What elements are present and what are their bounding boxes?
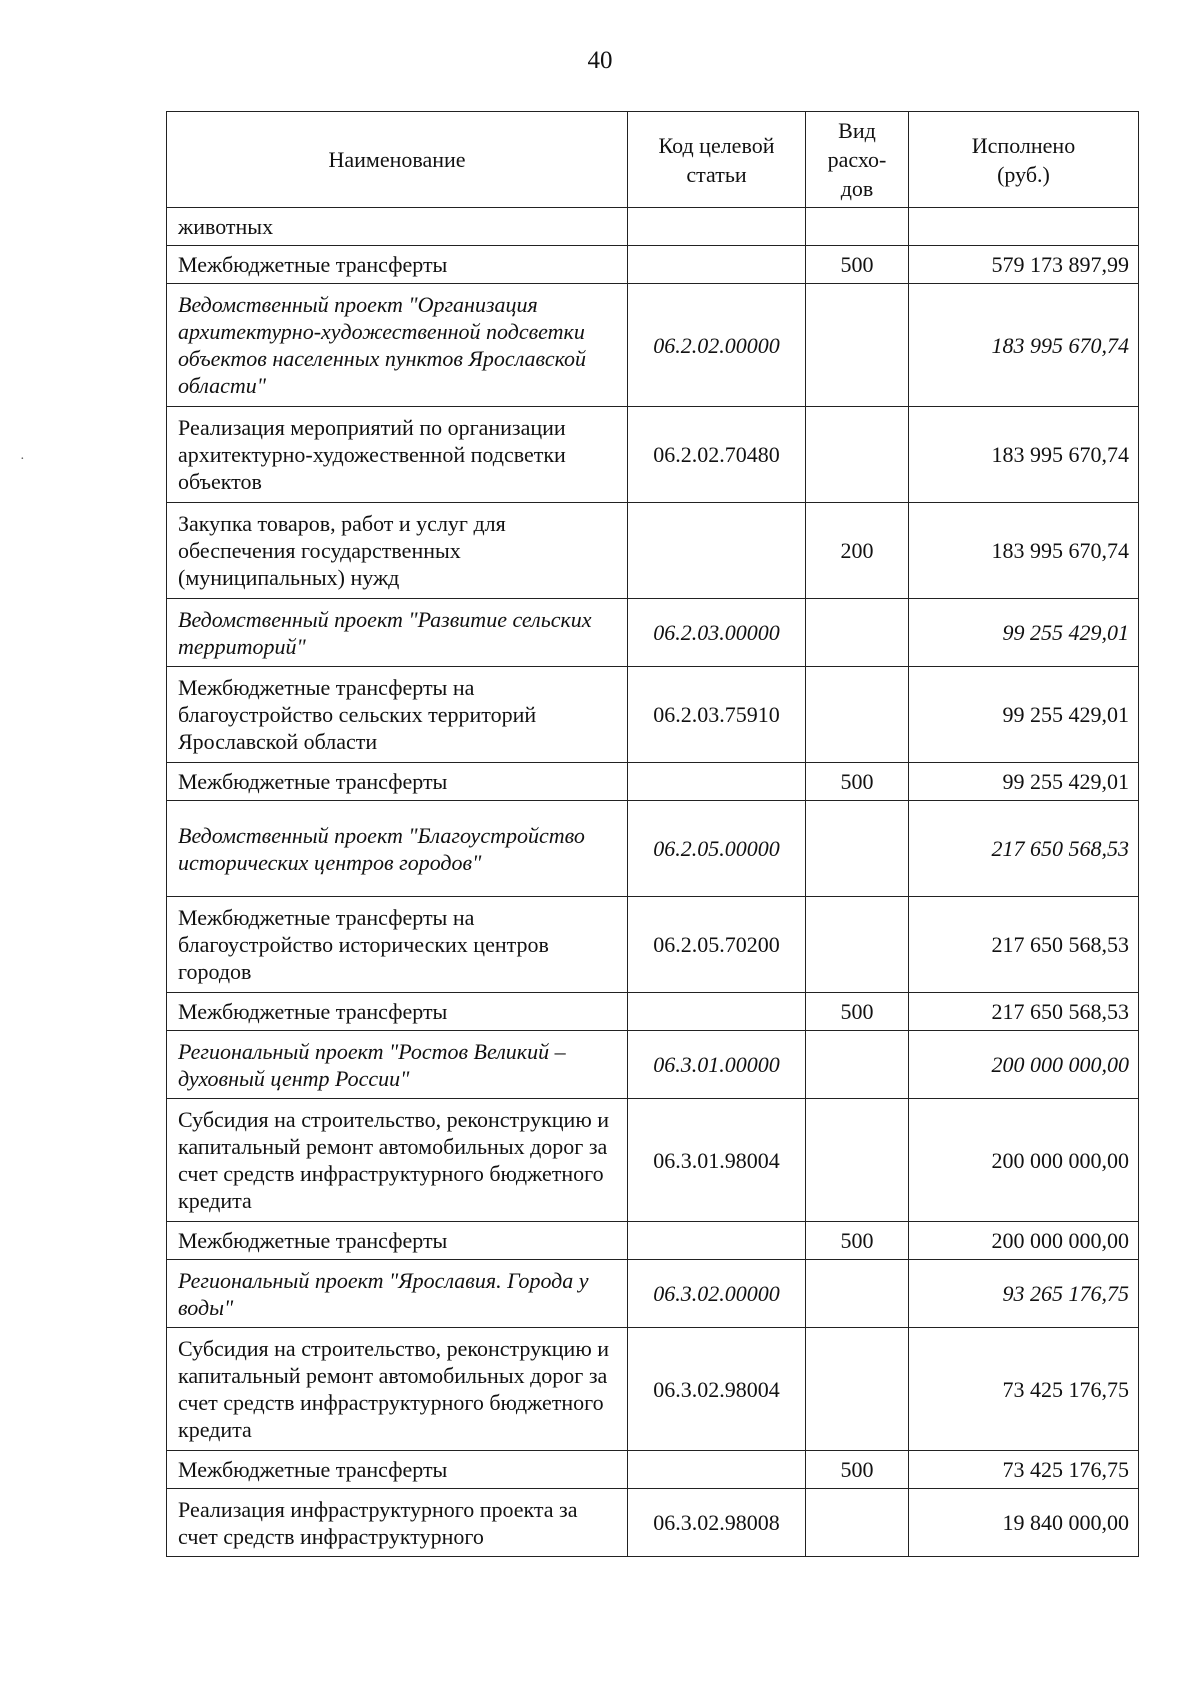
cell-name: Субсидия на строительство, реконструкцию и капитальный ремонт автомобильных дорог за счет средств инфраструктурного бюджетного кредита — [167, 1099, 628, 1222]
cell-name: Межбюджетные трансферты — [167, 1222, 628, 1260]
cell-kind: 500 — [806, 1222, 909, 1260]
cell-name: Закупка товаров, работ и услуг для обеспечения государственных (муниципальных) нужд — [167, 503, 628, 599]
table-row — [167, 667, 1139, 763]
table-row — [167, 993, 1139, 1031]
cell-name: Межбюджетные трансферты — [167, 1451, 628, 1489]
cell-name: Ведомственный проект "Организация архитектурно-художественной подсветки объектов населенных пунктов Ярославской области" — [167, 284, 628, 407]
cell-code — [628, 1222, 806, 1260]
cell-name: Реализация инфраструктурного проекта за счет средств инфраструктурного — [167, 1489, 628, 1557]
cell-code: 06.2.05.00000 — [628, 801, 806, 897]
table-row — [167, 1031, 1139, 1099]
cell-name: Межбюджетные трансферты — [167, 246, 628, 284]
cell-code: 06.3.01.98004 — [628, 1099, 806, 1222]
header-row — [167, 112, 1139, 208]
table-row — [167, 1099, 1139, 1222]
cell-name: Межбюджетные трансферты — [167, 763, 628, 801]
table-row — [167, 599, 1139, 667]
table-row — [167, 897, 1139, 993]
header-amount-text: Исполнено (руб.) — [971, 132, 1076, 187]
cell-kind: 500 — [806, 246, 909, 284]
cell-code: 06.3.02.98004 — [628, 1328, 806, 1451]
cell-amount: 99 255 429,01 — [909, 599, 1139, 667]
cell-kind — [806, 1031, 909, 1099]
cell-name: Региональный проект "Ярославия. Города у воды" — [167, 1260, 628, 1328]
table-row — [167, 407, 1139, 503]
table-row — [167, 1489, 1139, 1557]
cell-amount: 200 000 000,00 — [909, 1031, 1139, 1099]
cell-amount — [909, 208, 1139, 246]
cell-amount: 200 000 000,00 — [909, 1222, 1139, 1260]
cell-code: 06.3.02.98008 — [628, 1489, 806, 1557]
cell-kind — [806, 1260, 909, 1328]
cell-name: животных — [167, 208, 628, 246]
cell-kind: 500 — [806, 1451, 909, 1489]
cell-kind: 500 — [806, 763, 909, 801]
table-row — [167, 246, 1139, 284]
cell-amount: 217 650 568,53 — [909, 897, 1139, 993]
cell-amount: 200 000 000,00 — [909, 1099, 1139, 1222]
cell-amount: 73 425 176,75 — [909, 1328, 1139, 1451]
cell-name: Ведомственный проект "Благоустройство исторических центров городов" — [167, 801, 628, 897]
cell-code: 06.3.02.00000 — [628, 1260, 806, 1328]
table-row — [167, 1451, 1139, 1489]
scan-speck: · — [20, 452, 25, 467]
cell-code — [628, 1451, 806, 1489]
cell-kind — [806, 407, 909, 503]
table-row — [167, 1328, 1139, 1451]
header-name — [167, 112, 628, 208]
table-row — [167, 763, 1139, 801]
cell-kind — [806, 897, 909, 993]
cell-code — [628, 993, 806, 1031]
cell-amount: 73 425 176,75 — [909, 1451, 1139, 1489]
cell-kind — [806, 801, 909, 897]
cell-amount: 19 840 000,00 — [909, 1489, 1139, 1557]
cell-code: 06.3.01.00000 — [628, 1031, 806, 1099]
cell-amount: 183 995 670,74 — [909, 284, 1139, 407]
cell-kind — [806, 1099, 909, 1222]
table-row — [167, 503, 1139, 599]
table-row — [167, 1222, 1139, 1260]
cell-amount: 217 650 568,53 — [909, 801, 1139, 897]
table-row — [167, 208, 1139, 246]
table-row — [167, 801, 1139, 897]
cell-name: Реализация мероприятий по организации архитектурно-художественной подсветки объектов — [167, 407, 628, 503]
cell-name: Межбюджетные трансферты на благоустройство сельских территорий Ярославской области — [167, 667, 628, 763]
header-code-text: Код целевой статьи — [658, 132, 775, 187]
cell-name: Субсидия на строительство, реконструкцию и капитальный ремонт автомобильных дорог за счет средств инфраструктурного бюджетного кредита — [167, 1328, 628, 1451]
cell-code — [628, 763, 806, 801]
page-number: 40 — [587, 47, 613, 74]
table-row — [167, 1260, 1139, 1328]
cell-kind — [806, 1489, 909, 1557]
cell-amount: 99 255 429,01 — [909, 763, 1139, 801]
cell-amount: 99 255 429,01 — [909, 667, 1139, 763]
budget-table — [166, 111, 1139, 1557]
header-kind-text: Вид расхо-дов — [827, 118, 887, 201]
cell-code: 06.2.03.00000 — [628, 599, 806, 667]
cell-kind — [806, 667, 909, 763]
cell-kind — [806, 1328, 909, 1451]
cell-amount: 579 173 897,99 — [909, 246, 1139, 284]
cell-kind — [806, 599, 909, 667]
cell-kind: 200 — [806, 503, 909, 599]
cell-code: 06.2.03.75910 — [628, 667, 806, 763]
cell-name: Ведомственный проект "Развитие сельских территорий" — [167, 599, 628, 667]
cell-code — [628, 503, 806, 599]
cell-name: Региональный проект "Ростов Великий – духовный центр России" — [167, 1031, 628, 1099]
cell-code: 06.2.02.00000 — [628, 284, 806, 407]
header-name-text: Наименование — [328, 147, 466, 172]
cell-kind — [806, 208, 909, 246]
cell-amount: 217 650 568,53 — [909, 993, 1139, 1031]
cell-amount: 183 995 670,74 — [909, 503, 1139, 599]
cell-code: 06.2.05.70200 — [628, 897, 806, 993]
header-kind — [806, 112, 909, 208]
cell-name: Межбюджетные трансферты — [167, 993, 628, 1031]
cell-amount: 183 995 670,74 — [909, 407, 1139, 503]
cell-amount: 93 265 176,75 — [909, 1260, 1139, 1328]
header-code — [628, 112, 806, 208]
cell-code: 06.2.02.70480 — [628, 407, 806, 503]
cell-code — [628, 246, 806, 284]
table-row — [167, 284, 1139, 407]
cell-name: Межбюджетные трансферты на благоустройство исторических центров городов — [167, 897, 628, 993]
cell-kind — [806, 284, 909, 407]
cell-code — [628, 208, 806, 246]
header-amount — [909, 112, 1139, 208]
cell-kind: 500 — [806, 993, 909, 1031]
